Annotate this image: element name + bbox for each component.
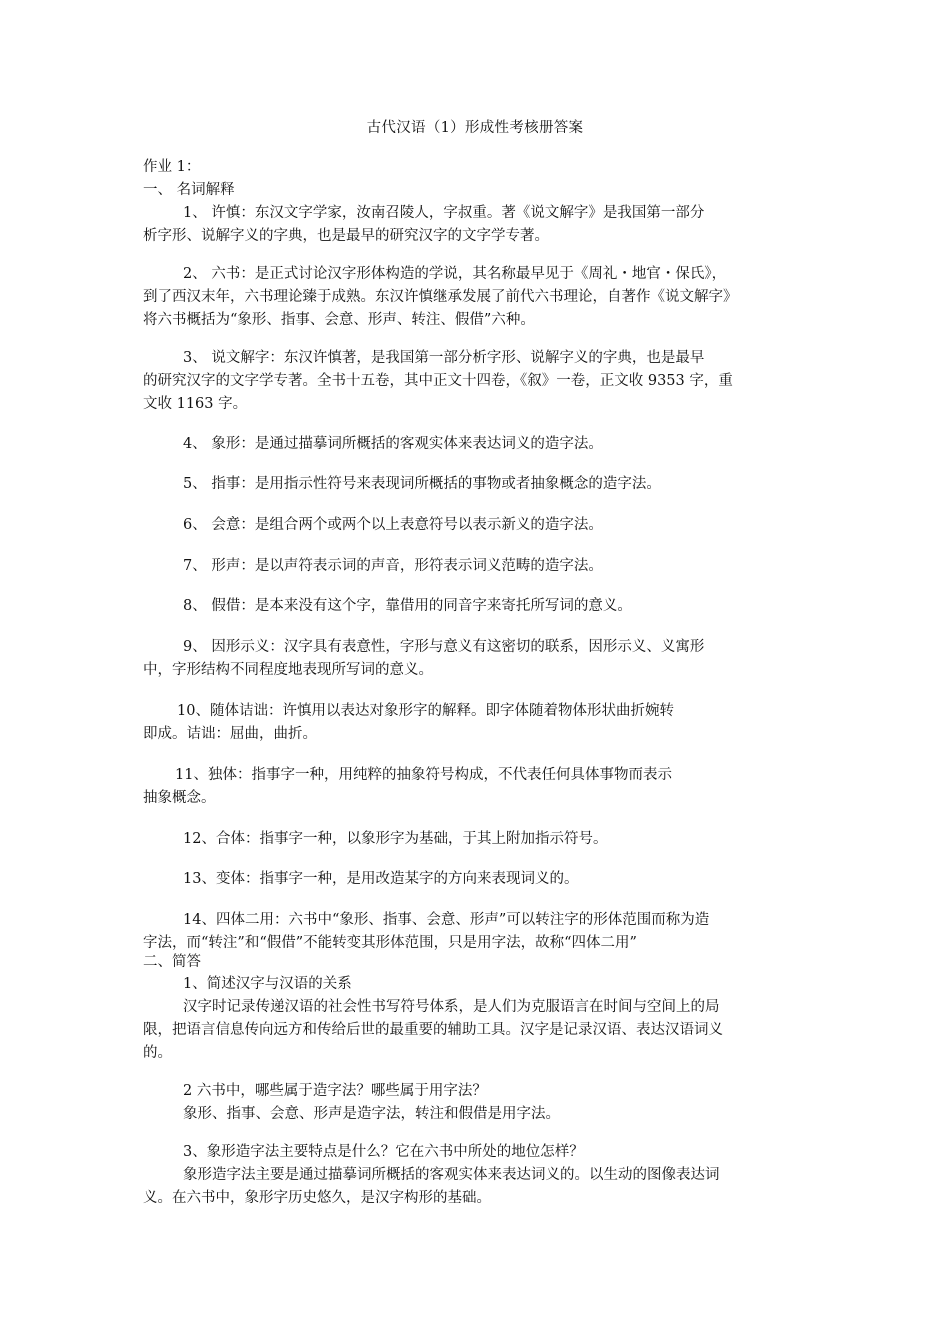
text-line: 5、 指事：是用指示性符号来表现词所概括的事物或者抽象概念的造字法。 — [183, 476, 661, 492]
text-line: 限，把语言信息传向远方和传给后世的最重要的辅助工具。汉字是记录汉语、表达汉语词义 — [143, 1022, 723, 1038]
text-line: 的研究汉字的文字学专著。全书十五卷，其中正文十四卷，《叙》一卷，正文收 9353 字，重 — [143, 373, 733, 389]
question-heading: 2 六书中，哪些属于造字法？哪些属于用字法？ — [183, 1083, 487, 1099]
section-heading: 二、简答 — [143, 954, 201, 970]
document-title: 古代汉语（1）形成性考核册答案 — [366, 120, 584, 136]
text-line: 的。 — [143, 1045, 172, 1061]
section-heading: 一、 名词解释 — [143, 182, 235, 198]
text-line: 10、随体诘诎：许慎用以表达对象形字的解释。即字体随着物体形状曲折婉转 — [177, 703, 674, 719]
assignment-heading: 作业 1： — [143, 159, 201, 175]
text-line: 3、 说文解字：东汉许慎著，是我国第一部分析字形、说解字义的字典，也是最早 — [183, 350, 705, 366]
text-line: 抽象概念。 — [143, 790, 216, 806]
text-line: 2、 六书：是正式讨论汉字形体构造的学说，其名称最早见于《周礼・地官・保氏》， — [183, 266, 727, 282]
text-line: 义。在六书中，象形字历史悠久，是汉字构形的基础。 — [143, 1190, 491, 1206]
text-line: 字法，而“转注”和“假借”不能转变其形体范围，只是用字法，故称“四体二用” — [143, 935, 637, 951]
text-line: 12、合体：指事字一种，以象形字为基础，于其上附加指示符号。 — [183, 831, 608, 847]
text-line: 析字形、说解字义的字典，也是最早的研究汉字的文字学专著。 — [143, 228, 549, 244]
text-line: 象形、指事、会意、形声是造字法，转注和假借是用字法。 — [183, 1106, 560, 1122]
text-line: 14、四体二用：六书中“象形、指事、会意、形声”可以转注字的形体范围而称为造 — [183, 912, 710, 928]
question-heading: 1、简述汉字与汉语的关系 — [183, 976, 352, 992]
text-line: 到了西汉末年，六书理论臻于成熟。东汉许慎继承发展了前代六书理论，自著作《说文解字》 — [143, 289, 738, 305]
text-line: 7、 形声：是以声符表示词的声音，形符表示词义范畴的造字法。 — [183, 558, 603, 574]
text-line: 将六书概括为“象形、指事、会意、形声、转注、假借”六种。 — [143, 312, 535, 328]
text-line: 4、 象形：是通过描摹词所概括的客观实体来表达词义的造字法。 — [183, 436, 603, 452]
text-line: 8、 假借：是本来没有这个字，靠借用的同音字来寄托所写词的意义。 — [183, 598, 632, 614]
question-heading: 3、象形造字法主要特点是什么？它在六书中所处的地位怎样？ — [183, 1144, 584, 1160]
text-line: 中，字形结构不同程度地表现所写词的意义。 — [143, 662, 433, 678]
text-line: 即成。诘诎：屈曲，曲折。 — [143, 726, 317, 742]
text-line: 象形造字法主要是通过描摹词所概括的客观实体来表达词义的。以生动的图像表达词 — [183, 1167, 720, 1183]
text-line: 1、 许慎：东汉文字学家，汝南召陵人，字叔重。著《说文解字》是我国第一部分 — [183, 205, 705, 221]
text-line: 汉字时记录传递汉语的社会性书写符号体系，是人们为克服语言在时间与空间上的局 — [183, 999, 720, 1015]
text-line: 6、 会意：是组合两个或两个以上表意符号以表示新义的造字法。 — [183, 517, 603, 533]
text-line: 9、 因形示义：汉字具有表意性，字形与意义有这密切的联系，因形示义、义寓形 — [183, 639, 705, 655]
text-line: 文收 1163 字。 — [143, 396, 248, 412]
text-line: 11、独体：指事字一种，用纯粹的抽象符号构成，不代表任何具体事物而表示 — [175, 767, 672, 783]
text-line: 13、变体：指事字一种，是用改造某字的方向来表现词义的。 — [183, 871, 579, 887]
